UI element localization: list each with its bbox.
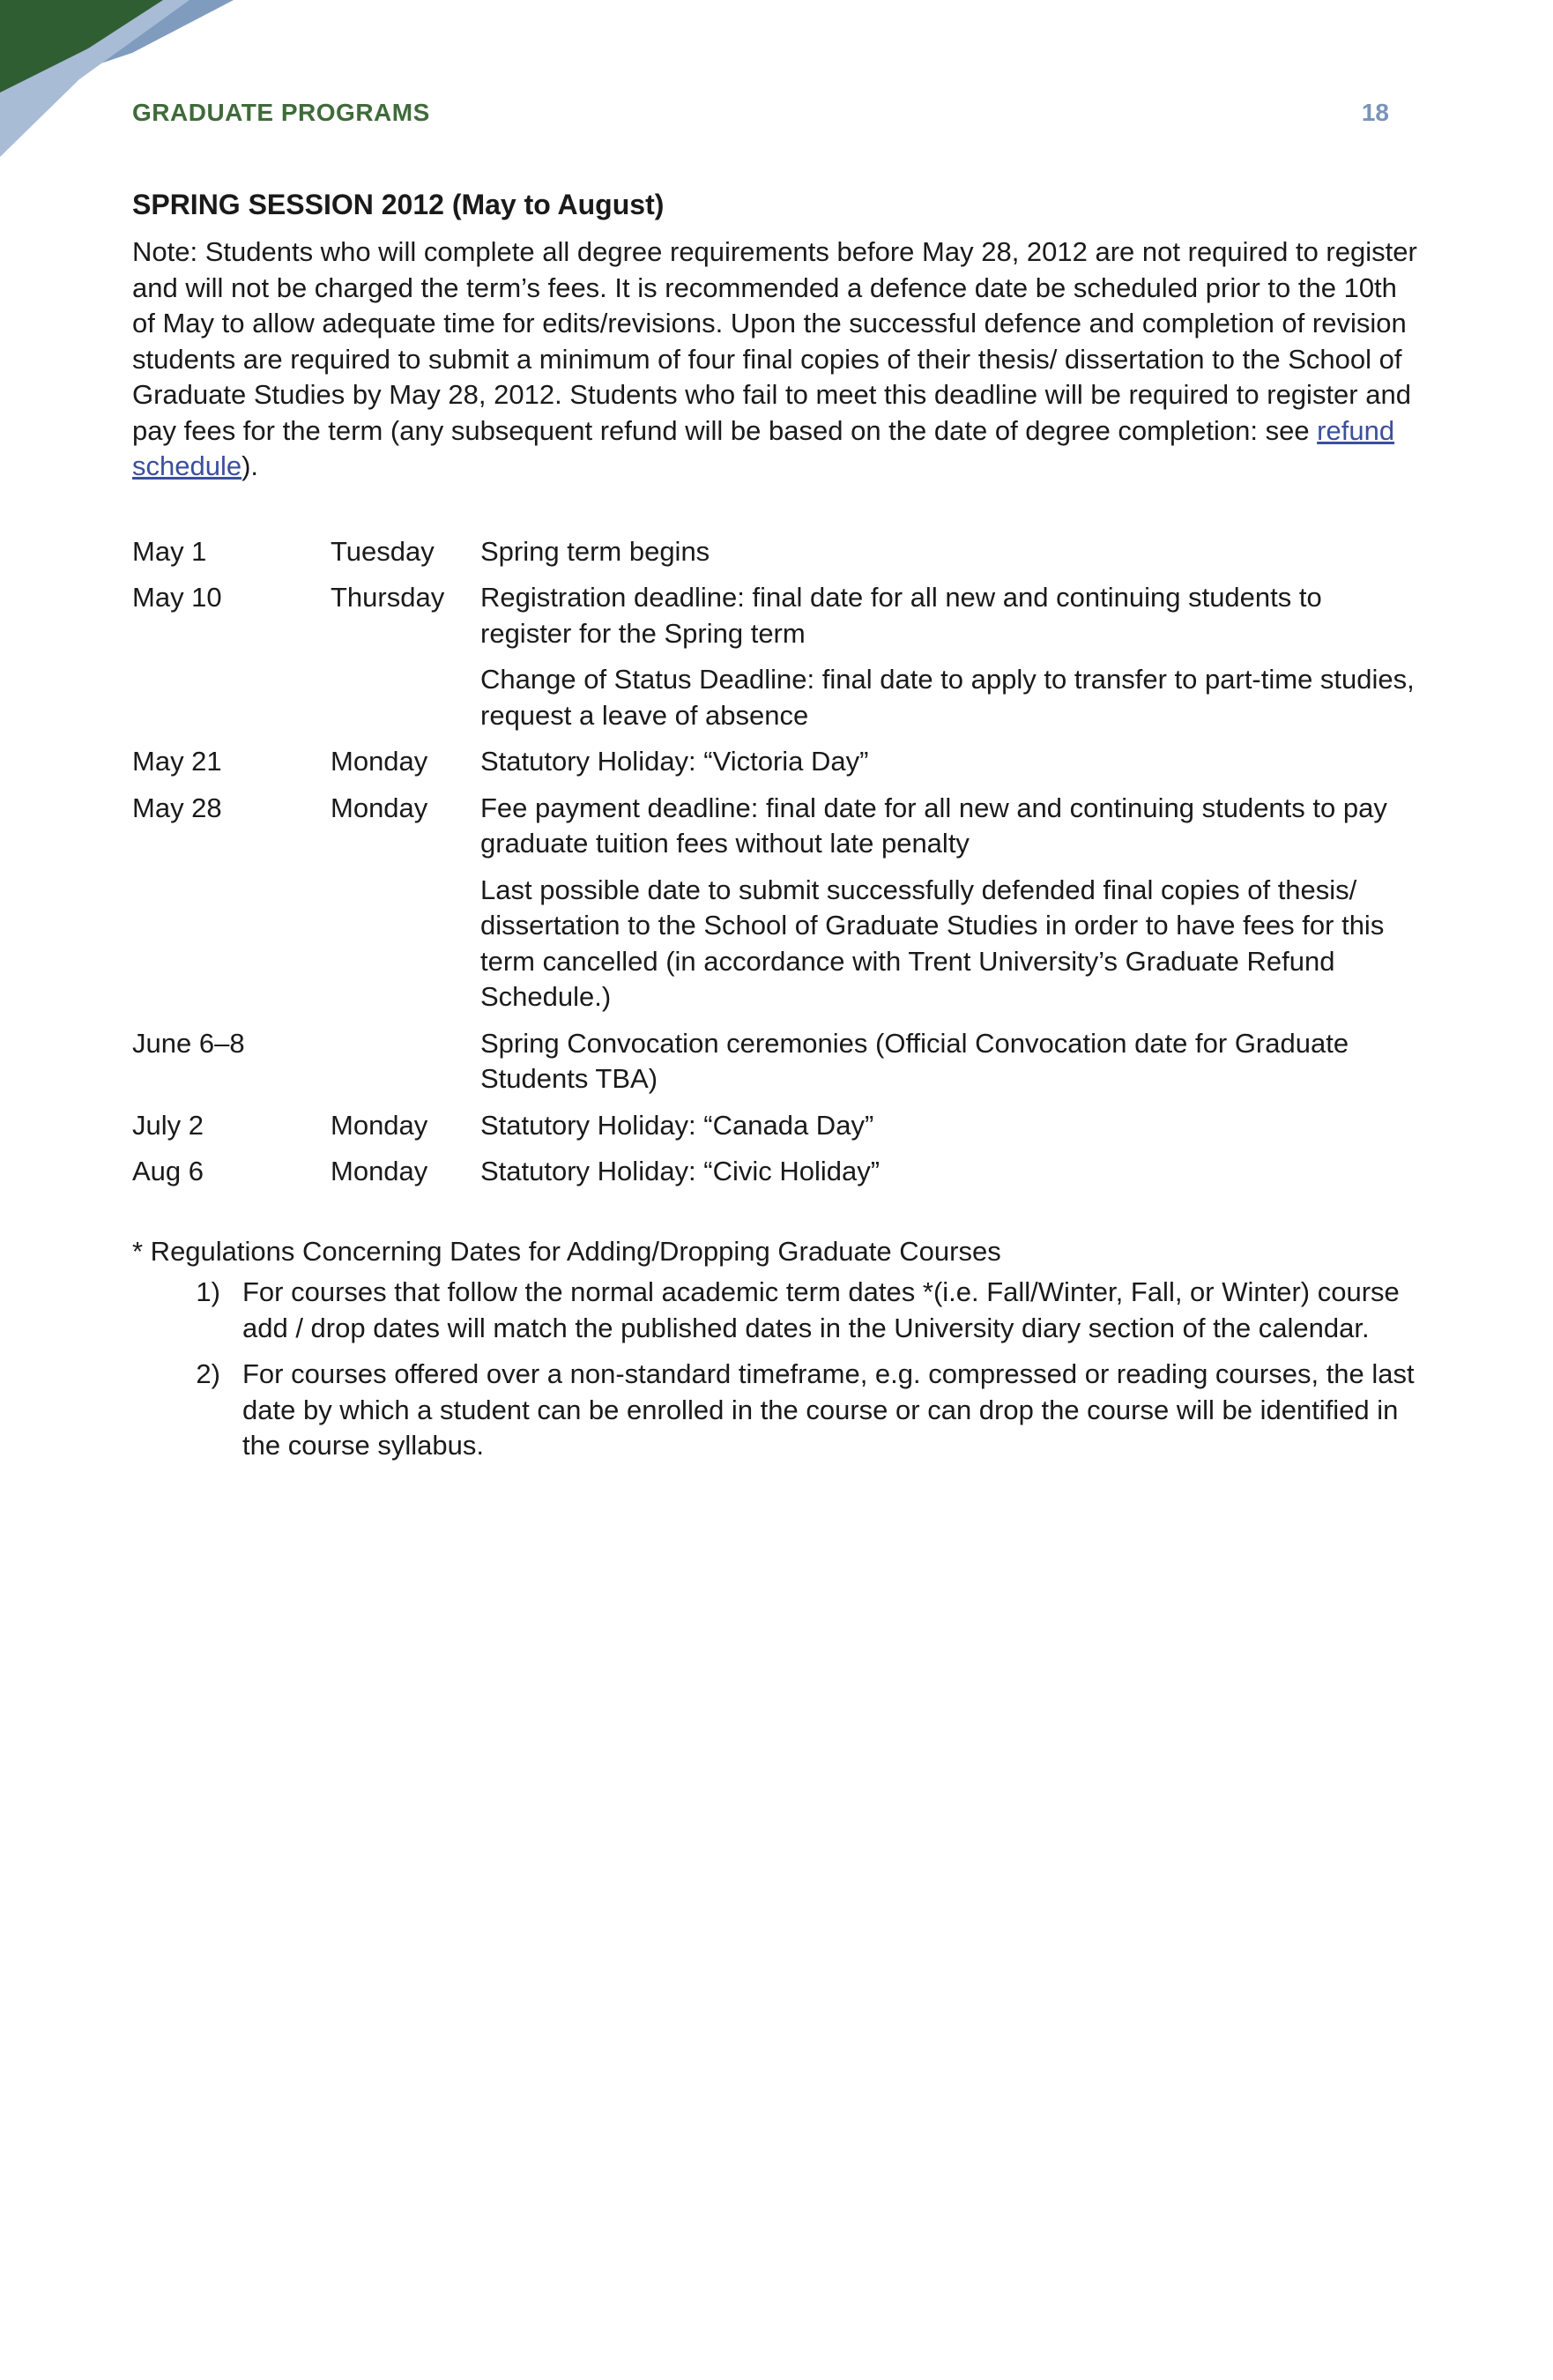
schedule-item: Fee payment deadline: final date for all new and continuing students to pay graduate tuition fees without late penalty bbox=[480, 792, 1387, 859]
regulation-text: For courses offered over a non-standard timeframe, e.g. compressed or reading courses, the last date by which a student can be enrolled in the course or can drop the course will be identified in the course syllabus. bbox=[242, 1358, 1415, 1461]
schedule-description bbox=[480, 1154, 1419, 1190]
schedule-row bbox=[132, 1026, 1419, 1097]
schedule-item: Change of Status Deadline: final date to apply to transfer to part-time studies, request a leave of absence bbox=[480, 664, 1415, 731]
schedule-description bbox=[480, 744, 1419, 780]
regulation-number: 2) bbox=[196, 1358, 220, 1389]
schedule-row bbox=[132, 1154, 1419, 1190]
section-title: SPRING SESSION 2012 (May to August) bbox=[132, 189, 665, 220]
regulation-item bbox=[132, 1275, 1419, 1346]
schedule-description bbox=[480, 580, 1419, 733]
schedule-row bbox=[132, 744, 1419, 780]
note-text-end: ). bbox=[241, 450, 259, 481]
section-name: GRADUATE PROGRAMS bbox=[132, 99, 430, 126]
note-text: Note: Students who will complete all degree requirements before May 28, 2012 are not required to register and will not be charged the term’s fees. It is recommended a defence date be scheduled prior to the 10th of May to allow adequate time for edits/revisions. Upon the successful defence and completion of revision students are required to submit a minimum of four final copies of their thesis/ dissertation to the School of Graduate Studies by May 28, 2012. Students who fail to meet this deadline will be required to register and pay fees for the term (any subsequent refund will be based on the date of degree completion: see bbox=[132, 236, 1417, 446]
schedule-date: May 1 bbox=[132, 535, 207, 567]
schedule-item: Spring Convocation ceremonies (Official Convocation date for Graduate Students TBA) bbox=[480, 1027, 1349, 1094]
regulation-number: 1) bbox=[196, 1276, 220, 1307]
schedule-row bbox=[132, 580, 1419, 733]
schedule-day: Monday bbox=[331, 792, 428, 823]
note-paragraph bbox=[132, 234, 1419, 485]
schedule-item: Statutory Holiday: “Canada Day” bbox=[480, 1109, 874, 1141]
schedule-date: July 2 bbox=[132, 1109, 204, 1141]
schedule-date: May 28 bbox=[132, 792, 222, 823]
regulation-item bbox=[132, 1357, 1419, 1464]
schedule-item: Last possible date to submit successfully defended final copies of thesis/ dissertation to the School of Graduate Studies in order to have fees for this term cancelled (in accordance with Trent University’s Graduate Refund Schedule.) bbox=[480, 874, 1385, 1012]
schedule-day: Monday bbox=[331, 746, 428, 777]
regulation-text: For courses that follow the normal academic term dates *(i.e. Fall/Winter, Fall, or Winter) course add / drop dates will match the published dates in the University diary section of the calendar. bbox=[242, 1276, 1400, 1343]
schedule-row bbox=[132, 791, 1419, 1015]
schedule-date: Aug 6 bbox=[132, 1156, 204, 1186]
schedule-date: May 10 bbox=[132, 582, 222, 613]
page-content bbox=[132, 187, 1419, 1475]
schedule-row bbox=[132, 534, 1419, 570]
regulations-heading: * Regulations Concerning Dates for Adding/Dropping Graduate Courses bbox=[132, 1235, 1001, 1267]
schedule-date: May 21 bbox=[132, 746, 222, 777]
schedule-item: Spring term begins bbox=[480, 535, 710, 567]
schedule-row bbox=[132, 1108, 1419, 1144]
schedule-description bbox=[480, 1026, 1419, 1097]
corner-decoration bbox=[0, 0, 247, 159]
schedule-day: Monday bbox=[331, 1109, 428, 1141]
schedule-item: Registration deadline: final date for all new and continuing students to register for the Spring term bbox=[480, 582, 1322, 649]
schedule-day: Tuesday bbox=[331, 535, 435, 567]
regulations-section bbox=[132, 1234, 1419, 1464]
schedule-description bbox=[480, 534, 1419, 570]
page-number: 18 bbox=[1361, 99, 1389, 126]
schedule-item: Statutory Holiday: “Civic Holiday” bbox=[480, 1156, 881, 1186]
schedule-item: Statutory Holiday: “Victoria Day” bbox=[480, 746, 869, 777]
running-header bbox=[132, 99, 1389, 127]
schedule-description bbox=[480, 791, 1419, 1015]
schedule-description bbox=[480, 1108, 1419, 1144]
schedule-date: June 6–8 bbox=[132, 1027, 245, 1059]
schedule-day: Monday bbox=[331, 1156, 428, 1186]
schedule-table bbox=[132, 534, 1419, 1190]
refund-schedule-link[interactable]: refund schedule bbox=[132, 414, 1395, 481]
schedule-day: Thursday bbox=[331, 582, 445, 613]
schedule-day bbox=[331, 1026, 480, 1097]
